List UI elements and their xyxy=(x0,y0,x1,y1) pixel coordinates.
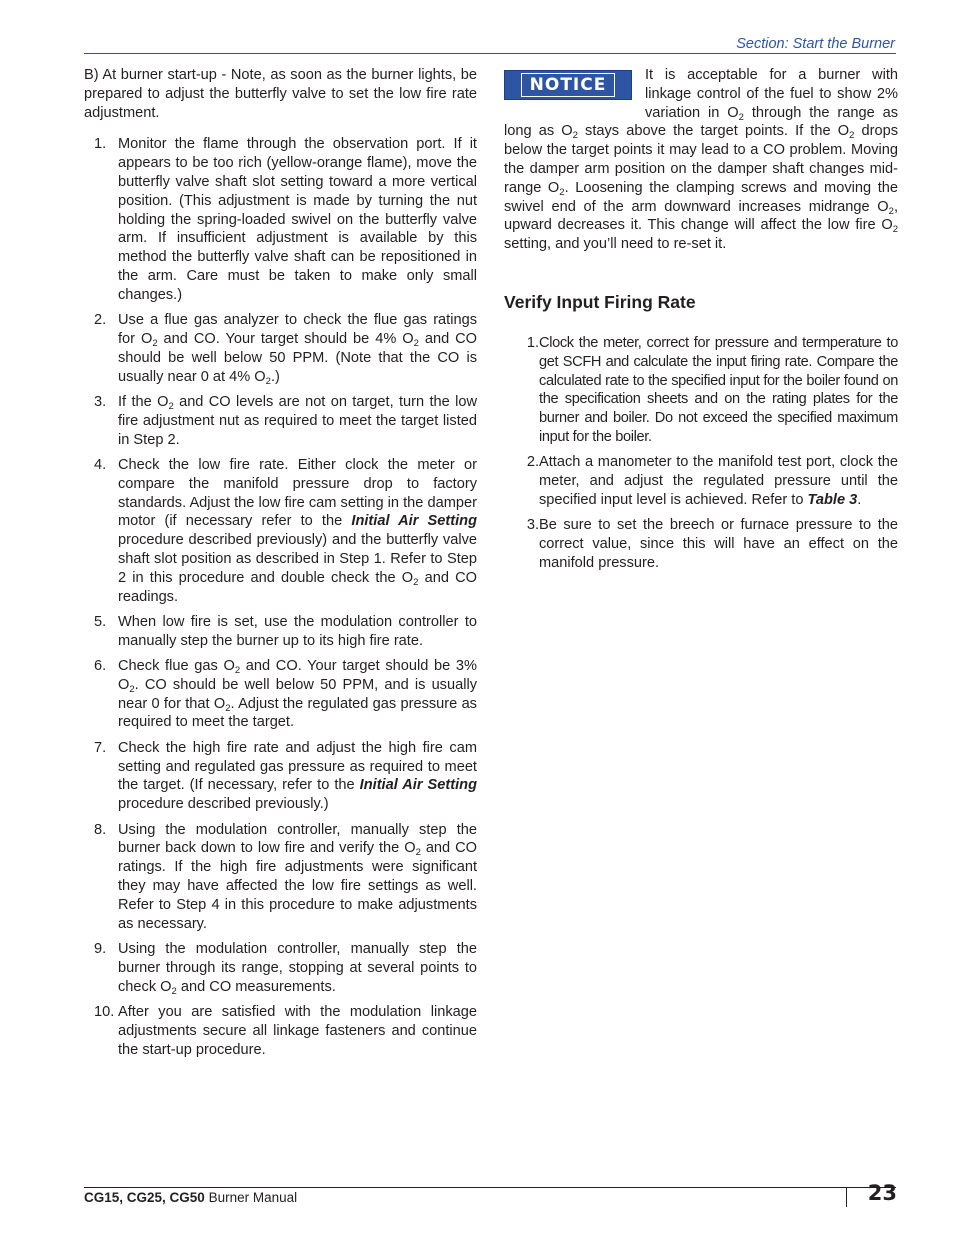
step-number: 4. xyxy=(94,456,107,473)
left-column xyxy=(84,66,477,1066)
step-number: 10. xyxy=(94,1004,115,1020)
section-title: Verify Input Firing Rate xyxy=(504,292,696,312)
step-text: Monitor the flame through the observation port. If it appears to be too rich (yellow-orange flame), move the butterfly valve shaft slot setting toward a more vertical position. (This adjustment is made by turning the nut holding the spring-loaded swivel on the butterfly valve arm. If insufficient adjustment is available by this method the butterfly valve shaft can be repositioned in the arm. Care must be taken to make only small changes.) xyxy=(118,136,477,303)
step-text: Clock the meter, correct for pressure and termperature to get SCFH and calculate the input firing rate. Compare the calculated rate to the specified input for the boiler found on the specification sheets and on the rating plates for the burner and boiler. Do not exceed the specified maximum input for the boiler. xyxy=(539,335,898,445)
footer-manual: Burner Manual xyxy=(204,1190,298,1205)
notice-text: It is acceptable for a burner with linkage control of the fuel to show 2% variation in $O_2$ through the range as long as $O_2$ stays above the target points. If the $O_2$ drops below the target points it may lead to a CO problem. Moving the damper arm position on the damper shaft changes mid-range $O_2$. Loosening the clamping screws and moving the swivel end of the arm downward increases midrange $O_2$, upward decreases it. This change will affect the low fire $O_2$ setting, and you’ll need to re-set it. xyxy=(504,67,899,253)
list-item xyxy=(504,453,898,509)
list-item xyxy=(504,334,898,447)
step-number: 8. xyxy=(94,821,107,838)
step-text: Check the low fire rate. Either clock the meter or compare the manifold pressure drop to factory standards. Adjust the low fire cam setting in the damper motor (if necessary refer to the Initial Air Setting procedure described previously) and the butterfly valve shaft slot position as described in Step 1. Refer to Step 2 in this procedure and double check the $O_2$ and CO readings. xyxy=(118,456,477,605)
step-number: 3. xyxy=(526,517,539,534)
initial-air-setting-ref: Initial Air Setting xyxy=(359,777,477,794)
list-item xyxy=(84,1003,477,1059)
list-item xyxy=(84,393,477,449)
step-text: After you are satisfied with the modulation linkage adjustments secure all linkage fasteners and continue the start-up procedure. xyxy=(118,1004,477,1058)
notice-label: NOTICE xyxy=(521,73,616,97)
header-rule xyxy=(84,53,896,54)
list-item xyxy=(84,657,477,732)
step-text: If the $O_2$ and CO levels are not on target, turn the low fire adjustment nut as required to meet the target listed in Step 2. xyxy=(118,393,478,448)
step-number: 2. xyxy=(526,454,539,471)
right-column xyxy=(504,66,898,254)
list-item xyxy=(84,311,477,386)
step-number: 2. xyxy=(94,312,107,329)
table-3-ref: Table 3 xyxy=(807,491,858,508)
step-number: 5. xyxy=(94,613,107,630)
startup-steps xyxy=(84,135,477,1059)
step-number: 6. xyxy=(94,658,107,675)
list-item xyxy=(84,940,477,996)
step-text: Check the high fire rate and adjust the high fire cam setting and regulated gas pressure as required to meet the target. (If necessary, refer to the Initial Air Setting procedure described previously.) xyxy=(118,739,477,813)
step-text: Attach a manometer to the manifold test port, clock the meter, and adjust the regulated pressure until the specified input level is achieved. Refer to Table 3. xyxy=(539,454,898,508)
step-text: Check flue gas $O_2$ and CO. Your target should be 3% $O_2$. CO should be well below 50 PPM, and is usually near 0 for that $O_2$. Adjust the regulated gas pressure as required to meet the target. xyxy=(118,658,477,731)
list-item xyxy=(84,739,477,814)
step-text: Using the modulation controller, manually step the burner back down to low fire and verify the $O_2$ and CO ratings. If the high fire adjustments were significant they may have affected the low fire settings as well. Refer to Step 4 in this procedure to make adjustments as necessary. xyxy=(118,821,477,932)
list-item xyxy=(84,821,477,934)
list-item xyxy=(504,516,898,572)
list-item xyxy=(84,613,477,651)
step-number: 9. xyxy=(94,941,107,958)
section-header: Section: Start the Burner xyxy=(736,36,895,52)
step-number: 1. xyxy=(526,335,539,351)
step-text: Use a flue gas analyzer to check the flue gas ratings for $O_2$ and CO. Your target should be 4% $O_2$ and CO should be well below 50 PPM. (Note that the CO is usually near 0 at 4% $O_2$.) xyxy=(118,312,478,387)
step-number: 7. xyxy=(94,739,107,756)
step-text: When low fire is set, use the modulation controller to manually step the burner up to its high fire rate. xyxy=(118,613,477,649)
initial-air-setting-ref: Initial Air Setting xyxy=(351,513,477,530)
footer-separator xyxy=(846,1187,847,1207)
step-number: 3. xyxy=(94,393,107,410)
footer-title xyxy=(84,1189,297,1208)
notice-badge xyxy=(504,70,632,100)
firing-rate-steps xyxy=(504,334,898,579)
list-item xyxy=(84,135,477,304)
step-text: Using the modulation controller, manually step the burner through its range, stopping at several points to check $O_2$ and CO measurements. xyxy=(118,941,477,997)
step-number: 1. xyxy=(94,136,107,153)
intro-paragraph: B) At burner start-up - Note, as soon as the burner lights, be prepared to adjust the butterfly valve to set the low fire rate adjustment. xyxy=(84,67,477,121)
footer-models: CG15, CG25, CG50 xyxy=(84,1190,205,1205)
step-text: Be sure to set the breech or furnace pressure to the correct value, since this will have an effect on the manifold pressure. xyxy=(539,517,898,571)
list-item xyxy=(84,456,477,606)
footer-rule xyxy=(84,1187,896,1188)
page-number: 23 xyxy=(867,1181,897,1205)
